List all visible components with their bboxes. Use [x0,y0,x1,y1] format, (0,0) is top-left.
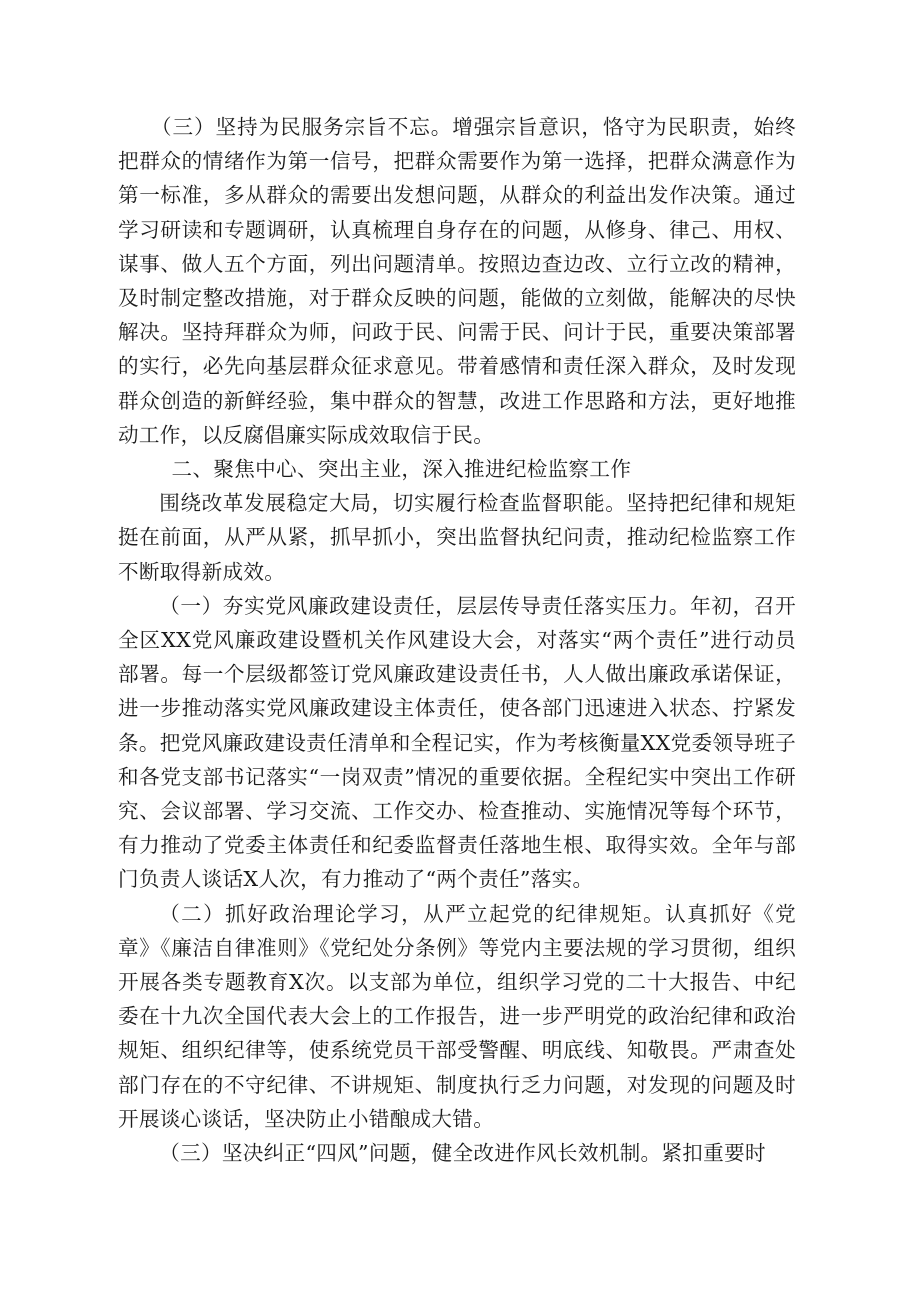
paragraph-serve-people: （三）坚持为民服务宗旨不忘。增强宗旨意识，恪守为民职责，始终把群众的情绪作为第一信号，把群众需要作为第一选择，把群众满意作为第一标准，多从群众的需要出发想问题，从群众的利益出发作决策。通过学习研读和专题调研，认真梳理自身存在的问题，从修身、律己、用权、谋事、做人五个方面，列出问题清单。按照边查边改、立行立改的精神，及时制定整改措施，对于群众反映的问题，能做的立刻做，能解决的尽快解决。坚持拜群众为师，问政于民、问需于民、问计于民，重要决策部署的实行，必先向基层群众征求意见。带着感情和责任深入群众，及时发现群众创造的新鲜经验，集中群众的智慧，改进工作思路和方法，更好地推动工作，以反腐倡廉实际成效取信于民。 [118,115,796,447]
paragraph-responsibility: （一）夯实党风廉政建设责任，层层传导责任落实压力。年初，召开全区XX党风廉政建设暨机关作风建设大会，对落实“两个责任”进行动员部署。每一个层级都签订党风廉政建设责任书，人人做出廉政承诺保证，进一步推动落实党风廉政建设主体责任，使各部门迅速进入状态、拧紧发条。把党风廉政建设责任清单和全程记实，作为考核衡量XX党委领导班子和各党支部书记落实“一岗双责”情况的重要依据。全程纪实中突出工作研究、会议部署、学习交流、工作交办、检查推动、实施情况等每个环节，有力推动了党委主体责任和纪委监督责任落地生根、取得实效。全年与部门负责人谈话X人次，有力推动了“两个责任”落实。 [118,593,796,892]
section-heading-two: 二、聚焦中心、突出主业，深入推进纪检监察工作 [171,457,632,482]
paragraph-theory-study: （二）抓好政治理论学习，从严立起党的纪律规矩。认真抓好《党章》《廉洁自律准则》《党纪处分条例》等党内主要法规的学习贯彻，组织开展各类专题教育X次。以支部为单位，组织学习党的二十大报告、中纪委在十九次全国代表大会上的工作报告，进一步严明党的政治纪律和政治规矩、组织纪律等，使系统党员干部受警醒、明底线、知敬畏。严肃查处部门存在的不守纪律、不讲规矩、制度执行乏力问题，对发现的问题及时开展谈心谈话，坚决防止小错酿成大错。 [118,901,796,1131]
document-page [118,110,796,1170]
paragraph-four-winds: （三）坚决纠正“四风”问题，健全改进作风长效机制。紧扣重要时 [159,1141,766,1166]
paragraph-section-intro: 围绕改革发展稳定大局，切实履行检查监督职能。坚持把纪律和规矩挺在前面，从严从紧，抓早抓小，突出监督执纪问责，推动纪检监察工作不断取得新成效。 [118,491,796,584]
